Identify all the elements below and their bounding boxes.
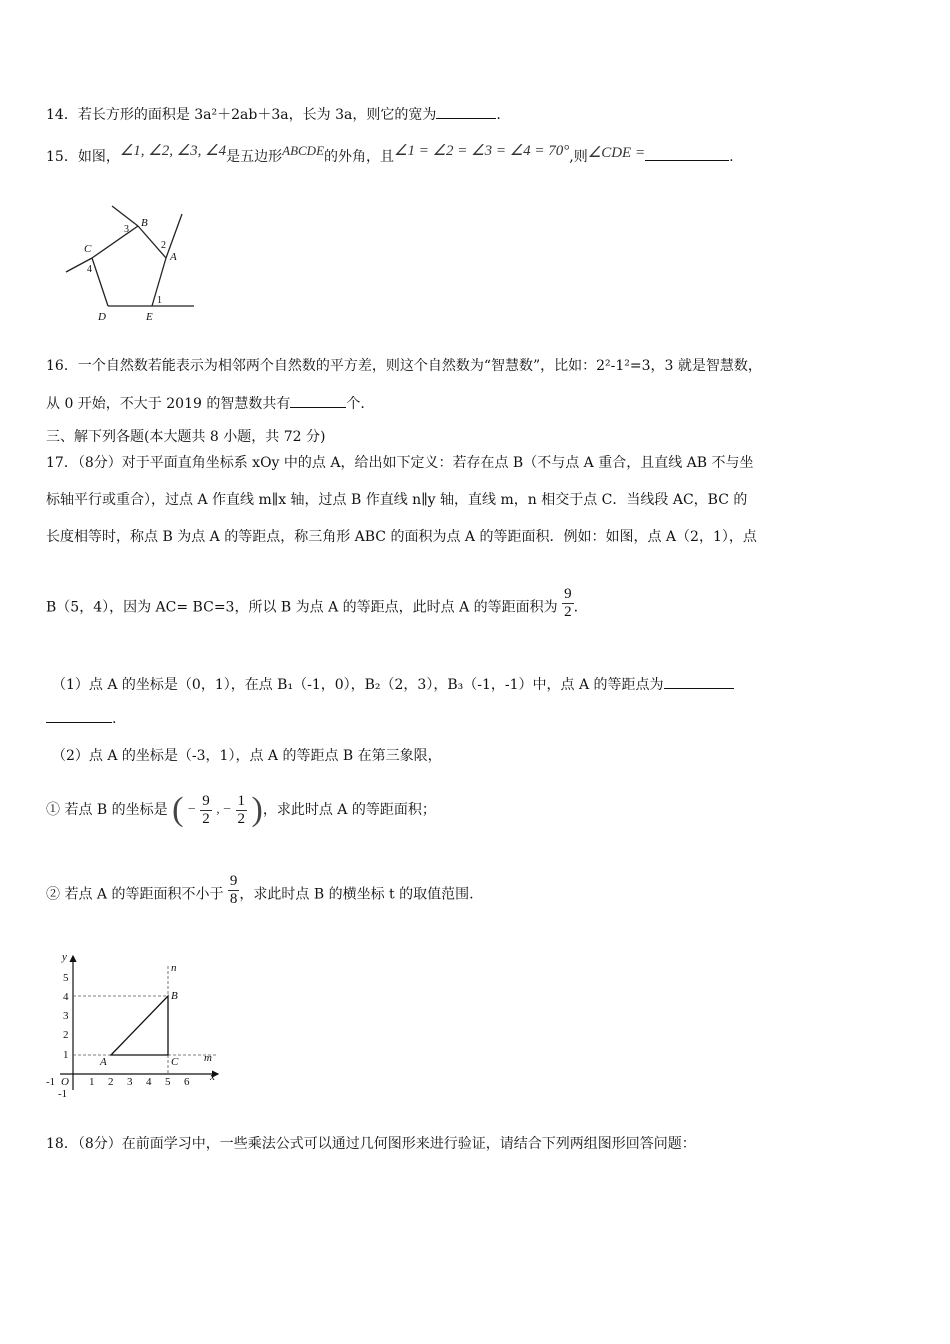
q14-body: 若长方形的面积是 3a²＋2ab＋3a，长为 3a，则它的宽为: [77, 107, 437, 123]
point-label: A: [100, 1056, 107, 1068]
q17-sub2a: ② 若点 A 的等距面积不小于: [46, 886, 224, 903]
pentagon-label: 4: [87, 264, 92, 275]
fraction-numerator: 9: [564, 586, 572, 602]
pentagon-label: 2: [161, 240, 166, 251]
q15-num: 15．: [46, 149, 78, 165]
fraction-numerator: 1: [237, 792, 246, 809]
coordinate-graph: [40, 948, 230, 1100]
coord-x-fraction: [200, 793, 212, 828]
y-tick: 1: [63, 1049, 69, 1061]
fraction-nine-eighths: [228, 873, 240, 908]
x-tick: 6: [184, 1076, 190, 1088]
answer-blank[interactable]: [645, 148, 729, 161]
pentagon-label: C: [84, 243, 92, 255]
question-17-sub1: [46, 790, 436, 830]
coord-y-fraction: [236, 793, 248, 828]
q17-part1: （1）点 A 的坐标是（0，1），在点 B₁（-1，0），B₂（2，3），B₃（-1，-1）中，点 A 的等距点为: [52, 677, 664, 693]
x-tick: 3: [127, 1076, 133, 1088]
x-axis-label: x: [210, 1071, 215, 1083]
fraction-denominator: 2: [202, 810, 210, 827]
question-17: 17．（8分）对于平面直角坐标系 xOy 中的点 A，给出如下定义：若存在点 B（不与点 A 重合，且直线 AB 不与坐: [46, 455, 754, 471]
q16-end: 个.: [346, 396, 365, 412]
side-dc: [92, 258, 108, 306]
fraction-denominator: 2: [237, 810, 246, 827]
q14-end: .: [496, 107, 501, 123]
question-17-line4: [46, 586, 579, 625]
question-17-line2: 标轴平行或重合），过点 A 作直线 m∥x 轴，过点 B 作直线 n∥y 轴，直线 m，n 相交于点 C．当线段 AC，BC 的: [46, 492, 748, 508]
y-tick: 2: [63, 1029, 69, 1041]
answer-blank[interactable]: [436, 106, 496, 119]
side-cb: [92, 226, 138, 258]
question-16-cont: [46, 393, 365, 413]
x-tick: -1: [46, 1076, 56, 1088]
q14-text: 14．: [46, 107, 78, 123]
pentagon-label: D: [98, 311, 106, 323]
q15-p1: 如图，: [77, 149, 120, 165]
open-paren: (: [172, 791, 184, 828]
question-17-line3: 长度相等时，称点 B 为点 A 的等距点，称三角形 ABC 的面积为点 A 的等距面积．例如：如图，点 A（2，1），点: [46, 529, 757, 545]
q15-p4: ,则: [569, 149, 588, 165]
pentagon-figure: [60, 200, 200, 324]
question-16: 16．一个自然数若能表示为相邻两个自然数的平方差，则这个自然数为“智慧数”，比如：2²-1²=3，3 就是智慧数，: [46, 358, 762, 374]
y-tick: 3: [63, 1010, 69, 1022]
q15-angles: ∠1, ∠2, ∠3, ∠4: [119, 143, 227, 159]
q15-end: .: [729, 149, 734, 165]
pentagon-label: E: [146, 311, 153, 323]
fraction-numerator: 9: [202, 792, 210, 809]
y-axis-label: y: [62, 951, 67, 963]
x-tick: 4: [146, 1076, 152, 1088]
q15-polygon: ABCDE: [282, 143, 325, 158]
line-label: n: [171, 962, 177, 974]
q15-ask: ∠CDE =: [587, 145, 646, 161]
pentagon-label: 1: [157, 295, 162, 306]
fraction-numerator: 9: [229, 873, 238, 889]
q15-cond: ∠1 = ∠2 = ∠3 = ∠4 = 70°: [394, 143, 570, 159]
origin-label: O: [61, 1076, 69, 1088]
y-tick: 4: [63, 991, 69, 1003]
minus-sign: −: [187, 802, 196, 817]
question-14: [46, 104, 501, 124]
pentagon-label: B: [141, 217, 148, 229]
close-paren: ): [251, 791, 263, 828]
question-17-part2: （2）点 A 的坐标是（-3，1），点 A 的等距点 B 在第三象限，: [52, 748, 442, 764]
question-15: [46, 143, 734, 166]
answer-blank[interactable]: [664, 676, 734, 689]
x-tick: 2: [108, 1076, 114, 1088]
q17-line4-end: .: [573, 599, 579, 616]
fraction-denominator: 8: [229, 891, 238, 907]
pentagon-label: 3: [124, 224, 129, 235]
question-17-sub2: [46, 873, 474, 912]
line-label: m: [204, 1052, 212, 1064]
q15-p2: 是五边形: [226, 149, 283, 165]
x-tick: 1: [89, 1076, 95, 1088]
q17-sub2b: ，求此时点 B 的横坐标 t 的取值范围.: [239, 886, 474, 903]
x-tick: 5: [165, 1076, 171, 1088]
point-label: B: [171, 990, 178, 1002]
q16-line2: 从 0 开始，不大于 2019 的智慧数共有: [46, 396, 291, 412]
pentagon-label: A: [170, 251, 177, 263]
answer-blank[interactable]: [290, 395, 346, 408]
q17-sub1a: ① 若点 B 的坐标是: [46, 802, 168, 818]
point-label: C: [171, 1056, 179, 1068]
y-tick: 5: [63, 972, 69, 984]
fraction-nine-halves: [562, 586, 574, 621]
y-tick: -1: [58, 1088, 68, 1100]
answer-blank[interactable]: [46, 710, 112, 723]
q17-line4: B（5，4），因为 AC= BC=3，所以 B 为点 A 的等距点，此时点 A 的等距面积为: [46, 599, 558, 616]
comma-minus: , −: [216, 802, 232, 817]
q17-sub1b: ，求此时点 A 的等距面积；: [262, 802, 436, 818]
question-18: 18．（8分）在前面学习中，一些乘法公式可以通过几何图形来进行验证，请结合下列两组图形回答问题：: [46, 1136, 696, 1152]
extension-line-cb: [112, 206, 138, 226]
question-17-part1-cont: [46, 710, 116, 727]
q15-p3: 的外角，且: [324, 149, 395, 165]
q17-part1-end: .: [112, 711, 117, 727]
section-heading: 三、解下列各题(本大题共 8 小题，共 72 分): [46, 429, 326, 445]
fraction-denominator: 2: [564, 604, 572, 620]
question-17-part1: [52, 674, 734, 694]
triangle-abc: [111, 996, 168, 1055]
